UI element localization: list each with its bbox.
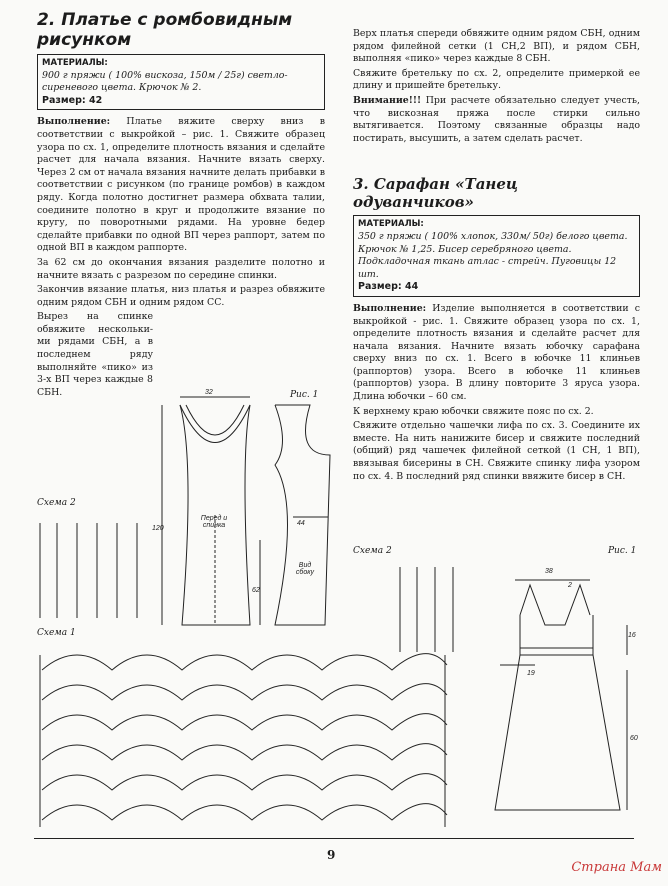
left-materials-text: 900 г пряжи ( 100% вискоза, 150м / 25г) светло-сиреневого цвета. Крючок № 2. <box>42 69 288 94</box>
dim-19-label: 19 <box>527 670 535 677</box>
page-number: 9 <box>327 848 336 862</box>
right-exec-text: Изделие выполняется в соответствии с выкройкой - рис. 1. Свяжите образец узора по сх. 1, определите плотность вязания и сделайте расчет для начала вязания. Начните вязать юбочку сарафана сверху вниз по сх. 1. Всего в юбочке 11 клиньев (раппортов) узора. Всего в юбочке 11 клиньев (раппортов) узора. В длину повторите 3 яруса узора. Длина юбочки – 60 см. <box>353 302 640 403</box>
left-title: 2. Платье с ромбовидным рисунком <box>37 10 293 50</box>
right-materials-text: 350 г пряжи ( 100% хлопок, 330м/ 50г) белого цвета. Крючок № 1,25. Бисер серебряного цвета. Подкладочная ткань атлас - стрейч. Пуговицы 12 шт. <box>358 230 628 280</box>
right-top-paragraph-2: Свяжите бретельку по сх. 2, определите примеркой ее длину и пришейте бретельку. <box>353 67 640 92</box>
left-column <box>37 10 325 401</box>
right-title: 3. Сарафан «Танец одуванчиков» <box>353 175 518 212</box>
right-exec-paragraph <box>353 303 640 404</box>
front-back-label: Перед и спинка <box>200 515 228 529</box>
sundress-pattern-diagram <box>485 570 635 840</box>
left-paragraph-4: Вырез на спинке обвяжите нескольки-ми рядами СБН, а в последнем ряду выполняйте «пико» из 3-х ВП через каждые 8 СБН. <box>37 311 153 398</box>
dim-16-label: 16 <box>628 632 636 639</box>
dim-44-label: 44 <box>297 520 305 527</box>
dim-120-label: 120 <box>152 525 164 532</box>
attention-paragraph <box>353 95 640 145</box>
left-exec-text: Платье вяжите сверху вниз в соответствии с выкройкой – рис. 1. Свяжите образец узора по сх. 1, определите плотность вязания и сделайте расчет для начала вязания. Начните вязать сверху. Через 2 см от начала вязания начните делать прибавки в соответствии с рисунком (по границе ромбов) в каждом ряду. Когда полотно достигнет размера обхвата талии, соедините полотно в круг и продолжите вязание по кругу, по поворотными рядами. На уровне бедер сделайте прибавки по одной ВП через раппорт, затем по одной ВП в каждом раппорте. <box>37 116 325 254</box>
right-exec-label: Выполнение: <box>353 302 427 314</box>
attention-label: Внимание!!! <box>353 94 422 106</box>
left-materials-box <box>37 54 325 110</box>
dim-2-label: 2 <box>568 582 572 589</box>
right-paragraph-3: Свяжите отдельно чашечки лифа по сх. 3. Соедините их вместе. На нить нанижите бисер и свяжите последний (общий) ряд чашечек филейной сеткой (1 СН, 1 ВП), ввязывая бисерины в СН. Свяжите спинку лифа узором по сх. 4. В последний ряд спинки ввяжите бисер в СН. <box>353 420 640 482</box>
side-view-label: Вид сбоку <box>295 562 315 576</box>
left-schema2-label: Схема 2 <box>37 498 76 508</box>
left-paragraph-3: Закончив вязание платья, низ платья и разрез обвяжите одним рядом СБН и одним рядом СС. <box>37 284 325 308</box>
right-paragraph-2: К верхнему краю юбочки свяжите пояс по сх. 2. <box>353 405 594 417</box>
left-materials-heading: МАТЕРИАЛЫ: <box>42 58 108 68</box>
dim-60-label: 60 <box>630 735 638 742</box>
right-column <box>353 28 640 485</box>
dim-62-label: 62 <box>252 587 260 594</box>
left-exec-label: Выполнение: <box>37 116 111 128</box>
right-fig-label: Рис. 1 <box>608 546 637 556</box>
right-materials-box <box>353 215 640 297</box>
left-schema1-label: Схема 1 <box>37 628 76 638</box>
right-size: Размер: 44 <box>358 281 419 293</box>
left-size: Размер: 42 <box>42 94 103 106</box>
attention-text: При расчете обязательно следует учесть, что вискозная пряжа после стирки сильно вытягивается. Поэтому связанные образцы надо постирать, высушить, а затем сделать расчет. <box>353 94 640 144</box>
right-materials-heading: МАТЕРИАЛЫ: <box>358 219 424 230</box>
dim-32-label: 32 <box>205 389 213 396</box>
left-fig-label: Рис. 1 <box>290 390 319 400</box>
left-schema1-chart <box>37 645 452 830</box>
right-schema2-chart <box>395 562 465 657</box>
left-paragraph-2: За 62 см до окончания вязания разделите полотно и начните вязать с разрезом по середине спинки. <box>37 256 325 281</box>
site-watermark: Страна Мам <box>571 860 662 875</box>
left-exec-paragraph <box>37 116 325 255</box>
right-schema2-label: Схема 2 <box>353 546 392 556</box>
footer-rule <box>34 838 634 839</box>
dress-pattern-diagram <box>150 385 340 650</box>
right-top-paragraph: Верх платья спереди обвяжите одним рядом СБН, одним рядом филейной сетки (1 СН,2 ВП), и рядом СБН, выполняя «пико» через каждые 8 СБН. <box>353 28 640 65</box>
left-schema2-chart <box>37 518 147 623</box>
dim-38-label: 38 <box>545 568 553 575</box>
